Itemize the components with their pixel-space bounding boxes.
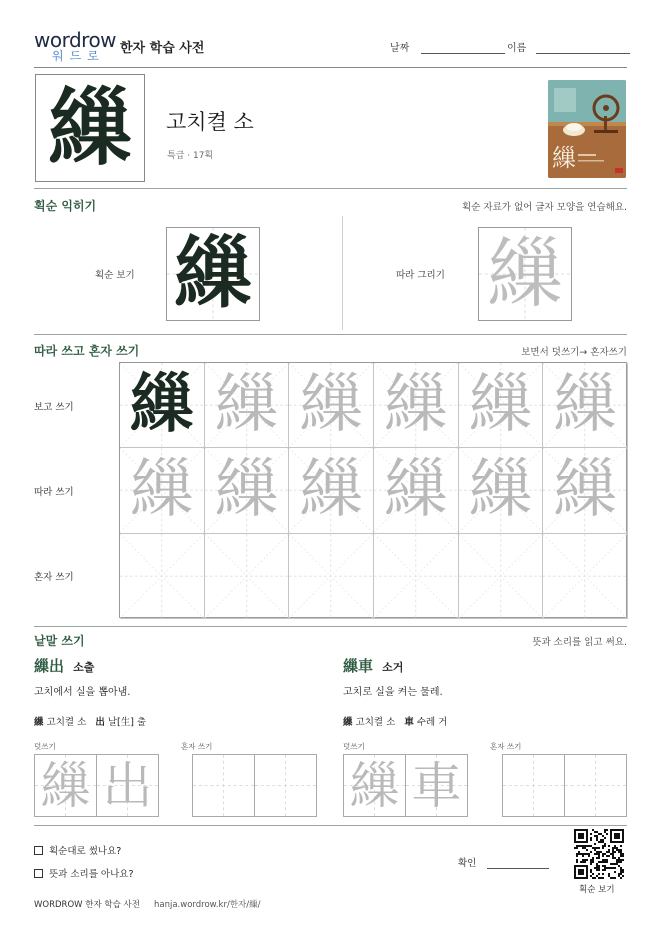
name-label: 이름	[507, 43, 527, 54]
qr-label: 획순 보기	[579, 885, 615, 895]
stroke-view-box	[166, 227, 260, 321]
check-label: 획순대로 썼나요?	[49, 846, 122, 857]
practice-cell[interactable]	[374, 448, 459, 533]
practice-character: 繅	[129, 453, 194, 528]
practice-character: 繅	[553, 453, 618, 528]
date-field[interactable]	[390, 39, 505, 54]
word-hanja: 繅車	[343, 657, 374, 675]
word-entry-2	[343, 655, 403, 676]
word-entry-1	[34, 655, 94, 676]
section-divider-3	[34, 626, 627, 627]
writing-section-title: 따라 쓰고 혼자 쓰기	[34, 344, 140, 358]
stroke-view-label: 획순 보기	[95, 270, 135, 281]
stroke-section-title: 획순 익히기	[34, 199, 97, 213]
word-trace-box[interactable]	[96, 754, 159, 817]
breakdown-meaning: 고치켤 소	[355, 717, 396, 728]
practice-character: 繅	[214, 453, 279, 528]
row-label-trace: 따라 쓰기	[34, 487, 74, 498]
trace-box[interactable]	[478, 227, 572, 321]
main-character-box	[35, 74, 145, 182]
section-divider-2	[34, 334, 627, 335]
practice-character: 繅	[299, 453, 364, 528]
word-trace-character: 出	[102, 756, 153, 815]
practice-cell[interactable]	[205, 448, 290, 533]
practice-cell[interactable]	[289, 363, 374, 448]
practice-cell[interactable]	[543, 534, 628, 619]
breakdown-char: 繅	[343, 717, 353, 728]
header-divider	[34, 67, 627, 68]
word-trace-box[interactable]	[34, 754, 97, 817]
logo-wordmark: wordrow	[34, 28, 117, 52]
check-label: 뜻과 소리를 아나요?	[49, 869, 134, 880]
practice-cell[interactable]	[205, 363, 290, 448]
breakdown-char: 繅	[34, 717, 44, 728]
word-solo-box[interactable]	[254, 754, 317, 817]
footer-url[interactable]: hanja.wordrow.kr/한자/繅/	[154, 900, 261, 910]
wordrow-logo	[34, 28, 117, 64]
word-trace-box[interactable]	[343, 754, 406, 817]
qr-code[interactable]	[574, 829, 624, 879]
word-solo-box[interactable]	[192, 754, 255, 817]
solo-label: 혼자 쓰기	[490, 742, 522, 751]
solo-label: 혼자 쓰기	[181, 742, 213, 751]
practice-cell[interactable]	[459, 534, 544, 619]
checkbox[interactable]	[34, 869, 43, 878]
check-item-stroke-order[interactable]	[34, 843, 121, 857]
words-section-title: 낱말 쓰기	[34, 634, 85, 648]
checkbox[interactable]	[34, 846, 43, 855]
trace-character: 繅	[487, 229, 563, 318]
date-blank[interactable]	[421, 42, 505, 54]
practice-character: 繅	[553, 368, 618, 443]
word-definition: 고치에서 실을 뽑아냄.	[34, 687, 131, 698]
grade-strokes: 특급 · 17획	[167, 151, 214, 161]
practice-grid[interactable]	[119, 362, 627, 618]
word-trace-character: 繅	[40, 756, 91, 815]
word-hanja: 繅出	[34, 657, 65, 675]
confirm-field[interactable]	[458, 855, 549, 869]
practice-character: 繅	[468, 368, 533, 443]
name-field[interactable]	[507, 39, 630, 54]
date-label: 날짜	[390, 43, 410, 54]
practice-character: 繅	[299, 368, 364, 443]
breakdown-char: 出	[95, 717, 105, 728]
writing-section-note: 보면서 덧쓰기→ 혼자쓰기	[521, 347, 627, 358]
trace-label: 덧쓰기	[34, 742, 56, 751]
word-char-breakdown	[343, 714, 447, 728]
stroke-section-splitter	[342, 216, 343, 330]
breakdown-char: 車	[404, 717, 414, 728]
practice-cell[interactable]	[120, 363, 205, 448]
practice-cell[interactable]	[120, 534, 205, 619]
section-divider-1	[34, 188, 627, 189]
book-cover-thumbnail	[548, 80, 626, 178]
word-solo-box[interactable]	[502, 754, 565, 817]
confirm-label: 확인	[458, 858, 477, 869]
row-label-look: 보고 쓰기	[34, 402, 74, 413]
word-definition: 고치로 실을 켜는 물레.	[343, 687, 443, 698]
practice-character: 繅	[129, 367, 194, 443]
practice-cell[interactable]	[459, 363, 544, 448]
word-reading: 소출	[73, 661, 95, 674]
main-character: 繅	[47, 78, 132, 177]
practice-cell[interactable]	[205, 534, 290, 619]
confirm-blank[interactable]	[487, 857, 549, 869]
practice-character: 繅	[383, 368, 448, 443]
practice-character: 繅	[383, 453, 448, 528]
practice-cell[interactable]	[543, 448, 628, 533]
word-trace-character: 繅	[349, 756, 400, 815]
practice-cell[interactable]	[374, 363, 459, 448]
words-section-note: 뜻과 소리를 읽고 써요.	[532, 637, 627, 648]
word-char-breakdown	[34, 714, 146, 728]
word-reading: 소거	[382, 661, 404, 674]
word-solo-box[interactable]	[564, 754, 627, 817]
practice-character: 繅	[468, 453, 533, 528]
logo-korean: 워드로	[52, 49, 105, 63]
trace-label: 따라 그리기	[396, 270, 445, 281]
breakdown-meaning: 수레 거	[416, 717, 448, 728]
practice-cell[interactable]	[374, 534, 459, 619]
check-item-meaning[interactable]	[34, 866, 134, 880]
trace-label: 덧쓰기	[343, 742, 365, 751]
breakdown-meaning: 고치켤 소	[46, 717, 87, 728]
svg-text:繅: 繅	[552, 144, 576, 172]
name-blank[interactable]	[536, 42, 630, 54]
breakdown-meaning: 날[生] 출	[107, 717, 147, 728]
practice-cell[interactable]	[543, 363, 628, 448]
practice-cell[interactable]	[289, 448, 374, 533]
meaning-sound: 고치켤 소	[166, 110, 254, 134]
word-trace-character: 車	[411, 756, 462, 815]
practice-cell[interactable]	[120, 448, 205, 533]
practice-cell[interactable]	[289, 534, 374, 619]
footer-brand: WORDROW 한자 학습 사전	[34, 900, 140, 910]
sheet-title: 한자 학습 사전	[120, 41, 205, 56]
row-label-solo: 혼자 쓰기	[34, 572, 74, 583]
practice-character: 繅	[214, 368, 279, 443]
practice-cell[interactable]	[459, 448, 544, 533]
section-divider-4	[34, 825, 627, 826]
word-trace-box[interactable]	[405, 754, 468, 817]
stroke-section-note: 획순 자료가 없어 글자 모양을 연습해요.	[462, 202, 627, 213]
stroke-view-character: 繅	[173, 228, 252, 319]
